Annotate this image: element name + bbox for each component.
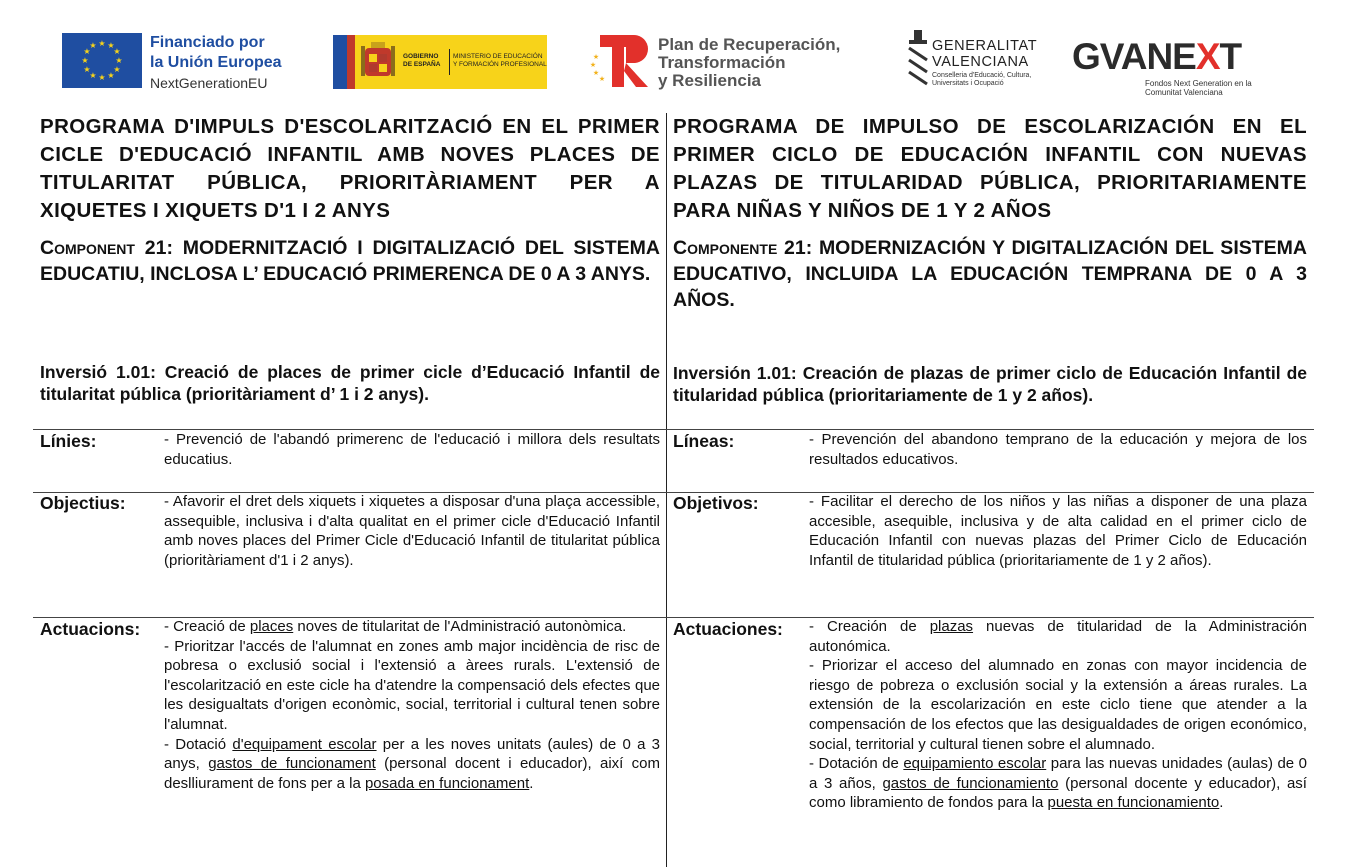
svg-text:★: ★ <box>89 41 97 50</box>
left-objectius-label: Objectius: <box>40 493 126 513</box>
svg-text:★: ★ <box>592 53 600 61</box>
left-action-2: - Prioritzar l'accés de l'alumnat en zones amb major incidència de risc de pobresa o exclusió social i l'extensió a àrees rurals. L'extensió de l'escolarització en este cicle ha d'atendre la compensació dels efectes que les desigualtats d'origen econòmic, social, territorial i cultural tenen sobre l'alumnat. <box>164 637 660 733</box>
left-program-title: PROGRAMA D'IMPULS D'ESCOLARITZACIÓ EN EL PRIMER CICLE D'EDUCACIÓ INFANTIL AMB NOVES PLACES DE TITULARITAT PÚBLICA, PRIORITÀRIAMENT PER A XIQUETES I XIQUETS D'1 I 2 ANYS <box>40 115 660 222</box>
generalitat-label <box>932 38 1052 88</box>
gvanext-subtitle: Fondos Next Generation en la Comunitat Valenciana <box>1145 79 1252 97</box>
right-investment-heading: Inversión 1.01: Creación de plazas de primer ciclo de Educación Infantil de titularidad pública (prioritariamente de 1 y 2 años). <box>673 363 1307 405</box>
logo-bar <box>0 0 1372 108</box>
gva-line-3: Conselleria d'Educació, Cultura, Universitats i Ocupació <box>932 72 1032 87</box>
gva-line-1: GENERALITAT <box>932 38 1038 54</box>
gobierno-label: GOBIERNO DE ESPAÑA <box>403 53 441 68</box>
valencian-column <box>40 113 660 404</box>
left-objectius-text: - Afavorir el dret dels xiquets i xiquetes a disposar d'una plaça accessible, assequible, inclusiva i d'alta qualitat en el primer cicle d'Educació Infantil amb noves places del Primer Cicle d'Educació Infantil de titularitat pública (prioritàriament d'1 i 2 anys). <box>164 493 660 569</box>
svg-text:★: ★ <box>89 71 97 80</box>
prtr-label <box>658 36 840 90</box>
prtr-line-1: Plan de Recuperación, <box>658 35 841 54</box>
svg-text:★: ★ <box>113 47 121 56</box>
column-divider <box>666 113 667 867</box>
svg-text:★: ★ <box>83 65 91 74</box>
right-objetivos-label: Objetivos: <box>673 493 759 513</box>
right-objetivos-text: - Facilitar el derecho de los niños y las niñas a disponer de una plaza accesible, asequible, inclusiva y de alta calidad en el primer ciclo de Educación Infantil con nuevas plazas del Primer Ciclo de Educación Infantil de titularidad pública (prioritariamente de 1 y 2 años). <box>809 493 1307 569</box>
right-program-title: PROGRAMA DE IMPULSO DE ESCOLARIZACIÓN EN EL PRIMER CICLO DE EDUCACIÓN INFANTIL CON NUEVAS PLAZAS DE TITULARIDAD PÚBLICA, PRIORITARIAMENTE PARA NIÑAS Y NIÑOS DE 1 Y 2 AÑOS <box>673 115 1307 222</box>
svg-text:★: ★ <box>83 47 91 56</box>
right-action-3: - Dotación de equipamiento escolar para las nuevas unidades (aulas) de 0 a 3 años, gastos de funcionamiento (personal docente y educador), así como libramiento de fondos para la puesta en funcionamiento. <box>809 755 1307 812</box>
gobierno-espana-logo <box>333 35 547 89</box>
right-action-2: - Priorizar el acceso del alumnado en zonas con mayor incidencia de riesgo de pobreza o exclusión social y la extensión a áreas rurales. La extensión de la escolarización en este ciclo tiene que atender a la compensación de los efectos que las desigualdades de origen económico, social, territorial y cultural tienen sobre el alumnado. <box>809 657 1307 753</box>
right-actuaciones-label: Actuaciones: <box>673 619 783 639</box>
prtr-logo-icon <box>590 33 650 89</box>
svg-text:★: ★ <box>98 39 106 48</box>
gva-line-2: VALENCIANA <box>932 54 1029 70</box>
left-linies-label: Línies: <box>40 431 97 451</box>
eu-line-1: Financiado por <box>150 34 265 51</box>
svg-text:★: ★ <box>592 69 600 77</box>
eu-flag-logo <box>62 33 142 88</box>
svg-text:★: ★ <box>598 75 606 83</box>
spanish-column <box>673 113 1307 405</box>
eu-line-2: la Unión Europea <box>150 54 282 71</box>
eu-funding-label <box>150 33 282 93</box>
left-action-3: - Dotació d'equipament escolar per a les noves unitats (aules) de 0 a 3 anys, gastos de funcionament (personal docent i educador), així com deslliurament de fons per a la posada en funcionament. <box>164 735 660 792</box>
left-action-1: - Creació de places noves de titularitat de l'Administració autonòmica. <box>164 618 627 635</box>
prtr-line-2: Transformación <box>658 53 786 72</box>
gvanext-logo: GVANEXT <box>1072 36 1242 77</box>
right-action-1: - Creación de plazas nuevas de titularidad de la Administración autonómica. <box>809 618 1307 655</box>
eu-line-3: NextGenerationEU <box>150 75 268 91</box>
spain-flag-icon <box>333 35 355 89</box>
svg-text:★: ★ <box>81 56 89 65</box>
right-actuaciones-text <box>809 617 1307 813</box>
left-component-heading: Component 21: MODERNITZACIÓ I DIGITALIZACIÓ DEL SISTEMA EDUCATIU, INCLOSA L’ EDUCACIÓ PRIMERENCA DE 0 A 3 ANYS. <box>40 237 660 285</box>
right-lineas-label: Líneas: <box>673 431 735 451</box>
svg-text:★: ★ <box>107 71 115 80</box>
coat-of-arms-icon <box>361 42 395 82</box>
svg-text:★: ★ <box>113 65 121 74</box>
left-investment-heading: Inversió 1.01: Creació de places de primer cicle d’Educació Infantil de titularitat pública (prioritàriament d’ 1 i 2 anys). <box>40 362 660 404</box>
left-linies-text: - Prevenció de l'abandó primerenc de l'educació i millora dels resultats educatius. <box>164 431 660 468</box>
svg-text:★: ★ <box>115 56 123 65</box>
left-actuacions-text <box>164 617 660 793</box>
svg-text:★: ★ <box>107 41 115 50</box>
svg-text:★: ★ <box>590 61 597 69</box>
right-lineas-text: - Prevención del abandono temprano de la educación y mejora de los resultados educativos. <box>809 431 1307 468</box>
right-component-heading: Componente 21: MODERNIZACIÓN Y DIGITALIZACIÓN DEL SISTEMA EDUCATIVO, INCLUIDA LA EDUCACIÓN TEMPRANA DE 0 A 3 AÑOS. <box>673 237 1307 311</box>
generalitat-emblem-icon <box>906 30 930 86</box>
ministerio-label: MINISTERIO DE EDUCACIÓN Y FORMACIÓN PROFESIONAL <box>453 53 547 68</box>
left-actuacions-label: Actuacions: <box>40 619 141 639</box>
svg-text:★: ★ <box>98 73 106 82</box>
prtr-line-3: y Resiliencia <box>658 71 762 90</box>
